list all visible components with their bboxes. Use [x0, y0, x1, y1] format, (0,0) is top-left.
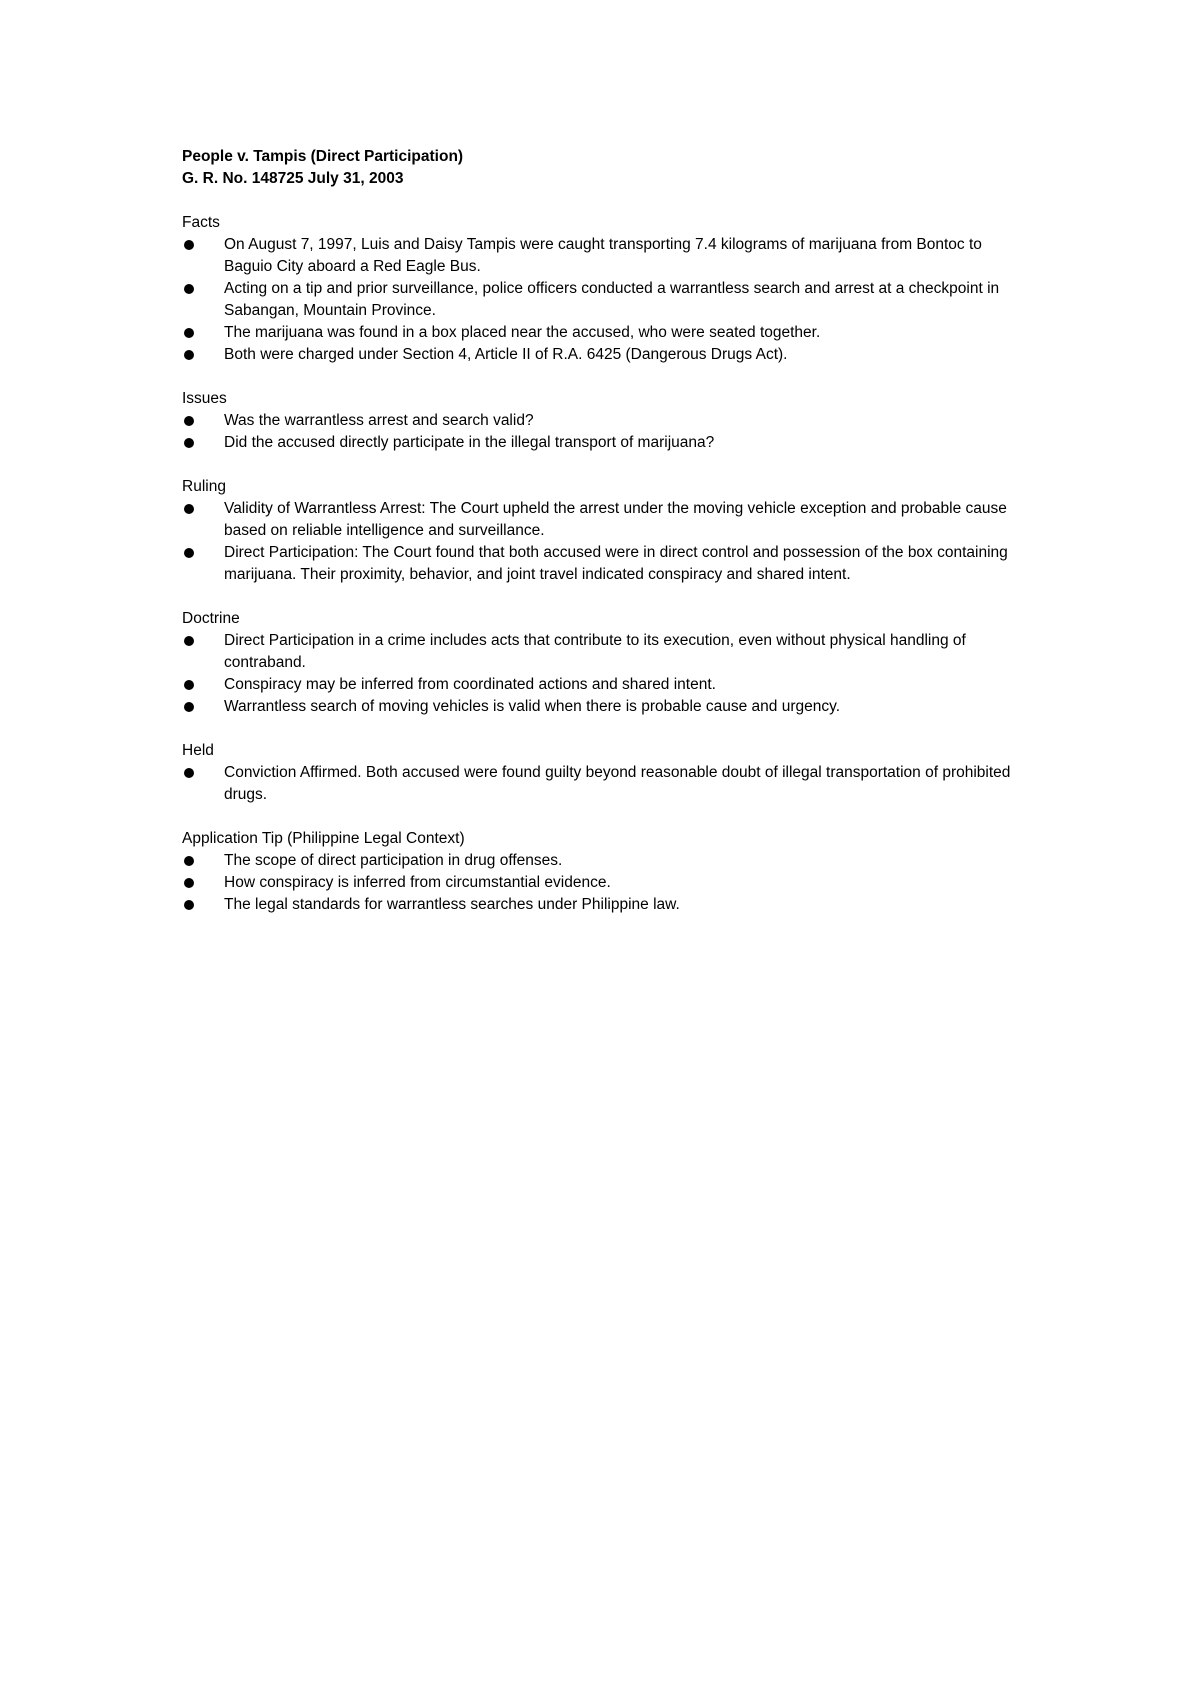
list-item-text: Was the warrantless arrest and search valid? [224, 412, 534, 429]
list-item [182, 542, 1032, 586]
section-facts [182, 212, 1032, 366]
list-item [182, 894, 1032, 916]
bullet-list [182, 762, 1032, 806]
list-item [182, 432, 1032, 454]
bullet-icon [184, 768, 194, 778]
bullet-icon [184, 240, 194, 250]
bullet-icon [184, 504, 194, 514]
bullet-icon [184, 438, 194, 448]
list-item [182, 498, 1032, 542]
list-item [182, 410, 1032, 432]
bullet-icon [184, 900, 194, 910]
list-item-text: The scope of direct participation in drug offenses. [224, 852, 563, 869]
list-item [182, 674, 1032, 696]
bullet-icon [184, 350, 194, 360]
bullet-icon [184, 680, 194, 690]
section-application-tip [182, 828, 1032, 916]
list-item-text: How conspiracy is inferred from circumstantial evidence. [224, 874, 611, 891]
bullet-icon [184, 702, 194, 712]
bullet-icon [184, 856, 194, 866]
list-item [182, 850, 1032, 872]
bullet-icon [184, 878, 194, 888]
list-item-text: Did the accused directly participate in the illegal transport of marijuana? [224, 434, 715, 451]
bullet-icon [184, 328, 194, 338]
bullet-icon [184, 416, 194, 426]
section-heading: Application Tip (Philippine Legal Context) [182, 830, 465, 847]
list-item-text: Acting on a tip and prior surveillance, police officers conducted a warrantless search and arrest at a checkpoint in Sabangan, Mountain Province. [224, 280, 1000, 319]
bullet-list [182, 850, 1032, 916]
list-item-text: The legal standards for warrantless searches under Philippine law. [224, 896, 680, 913]
case-title: People v. Tampis (Direct Participation) [182, 148, 464, 165]
list-item [182, 630, 1032, 674]
list-item-text: Conspiracy may be inferred from coordinated actions and shared intent. [224, 676, 716, 693]
bullet-icon [184, 284, 194, 294]
list-item [182, 322, 1032, 344]
list-item-text: Direct Participation in a crime includes acts that contribute to its execution, even without physical handling of contraband. [224, 632, 966, 671]
list-item [182, 872, 1032, 894]
case-citation: G. R. No. 148725 July 31, 2003 [182, 170, 404, 187]
bullet-list [182, 410, 1032, 454]
section-heading: Ruling [182, 478, 226, 495]
bullet-icon [184, 548, 194, 558]
list-item-text: Warrantless search of moving vehicles is valid when there is probable cause and urgency. [224, 698, 841, 715]
list-item [182, 278, 1032, 322]
document-page [182, 146, 1032, 916]
list-item-text: On August 7, 1997, Luis and Daisy Tampis were caught transporting 7.4 kilograms of marijuana from Bontoc to Baguio City aboard a Red Eagle Bus. [224, 236, 982, 275]
bullet-list [182, 630, 1032, 718]
section-heading: Doctrine [182, 610, 240, 627]
list-item-text: Conviction Affirmed. Both accused were found guilty beyond reasonable doubt of illegal transportation of prohibited drugs. [224, 764, 1011, 803]
section-doctrine [182, 608, 1032, 718]
bullet-icon [184, 636, 194, 646]
section-issues [182, 388, 1032, 454]
list-item-text: Direct Participation: The Court found that both accused were in direct control and possession of the box containing marijuana. Their proximity, behavior, and joint travel indicated conspiracy and shared intent. [224, 544, 1008, 583]
list-item [182, 234, 1032, 278]
list-item-text: The marijuana was found in a box placed near the accused, who were seated together. [224, 324, 821, 341]
list-item-text: Validity of Warrantless Arrest: The Court upheld the arrest under the moving vehicle exception and probable cause based on reliable intelligence and surveillance. [224, 500, 1007, 539]
section-ruling [182, 476, 1032, 586]
list-item [182, 762, 1032, 806]
section-heading: Issues [182, 390, 227, 407]
list-item [182, 696, 1032, 718]
list-item-text: Both were charged under Section 4, Article II of R.A. 6425 (Dangerous Drugs Act). [224, 346, 788, 363]
section-heading: Facts [182, 214, 220, 231]
bullet-list [182, 234, 1032, 366]
bullet-list [182, 498, 1032, 586]
section-heading: Held [182, 742, 214, 759]
section-held [182, 740, 1032, 806]
list-item [182, 344, 1032, 366]
